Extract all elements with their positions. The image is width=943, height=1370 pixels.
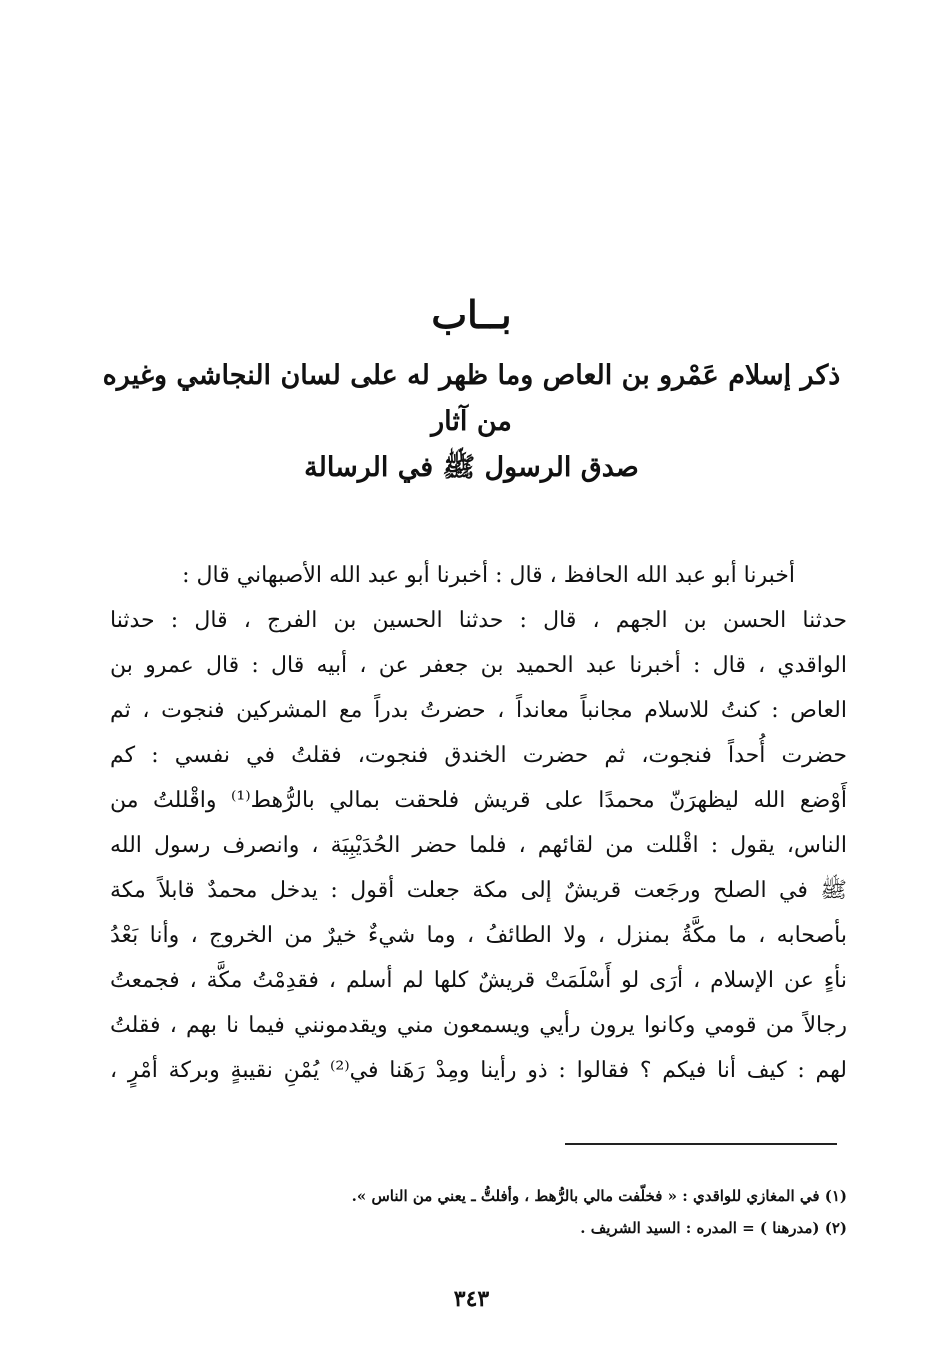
body-line: العاص : كنتُ للاسلام مجانباً معانداً ، حضرتُ بدراً مع المشركين فنجوت ، ثم: [110, 698, 847, 723]
chapter-title-line: صدق الرسول ﷺ في الرسالة: [304, 452, 639, 483]
body-line: نأءٍ عن الإسلام ، أرَى لو أَسْلَمَتْ قريشٌ كلها لم أسلم ، فقدِمْتُ مكَّة ، فجمعتُ: [110, 968, 847, 993]
body-line: رجالاً من قومي وكانوا يرون رأيي ويسمعون مني ويقدمونني فيما نا بهم ، فقلتُ: [110, 1013, 847, 1038]
body-paragraph: [110, 553, 847, 1093]
footnote-separator: [565, 1143, 837, 1145]
footnote-1: (١) في المغازي للواقدي : « فخلّفت مالي بالرُّهط ، وأفلتُّ ـ يعني من الناس ».: [351, 1187, 847, 1205]
body-line: أخبرنا أبو عبد الله الحافظ ، قال : أخبرنا أبو عبد الله الأصبهاني قال :: [182, 563, 795, 588]
footnotes: [220, 1180, 847, 1244]
body-line: الواقدي ، قال : أخبرنا عبد الحميد بن جعفر عن ، أبيه قال : قال عمرو بن: [110, 653, 847, 678]
chapter-title: [100, 353, 843, 491]
page-number: ٣٤٣: [453, 1286, 490, 1312]
body-line: حضرت أُحداً فنجوت، ثم حضرت الخندق فنجوت، فقلتُ في نفسي : كم: [110, 743, 847, 768]
chapter-heading: بــاب: [431, 292, 512, 337]
body-line: لهم : كيف أنا فيكم ؟ فقالوا : ذو رأينا ومِدْ رَهَنا في⁽²⁾ يُمْنِ نقيبةٍ وبركة أمْرٍ ،: [110, 1058, 848, 1083]
body-line: حدثنا الحسن بن الجهم ، قال : حدثنا الحسين بن الفرج ، قال : حدثنا: [110, 608, 847, 633]
body-line: بأصحابه ، ما مكَّةُ بمنزل ، ولا الطائفُ ، وما شيءٌ خيرٌ من الخروج ، وأنا بَعْدُ: [110, 923, 847, 948]
body-line: أَوْضع الله ليظهرَنّ محمدًا على قريش فلحقت بمالي بالرُّهط⁽¹⁾ واقْللتُ من: [110, 788, 847, 813]
chapter-title-line: ذكر إسلام عَمْرو بن العاص وما ظهر له على لسان النجاشي وغيره من آثار: [102, 360, 841, 437]
footnote-2: (٢) (مدرهنا ) = المدره : السيد الشريف .: [580, 1219, 847, 1237]
body-line: الناس، يقول : اقْللت من لقائهم ، فلما حضر الحُدَيْبِيَة ، وانصرف رسول الله: [110, 833, 847, 858]
body-line: ﷺ في الصلح ورجَعت قريشٌ إلى مكة جعلت أقول : يدخل محمدٌ قابلاً مكة: [110, 878, 847, 903]
